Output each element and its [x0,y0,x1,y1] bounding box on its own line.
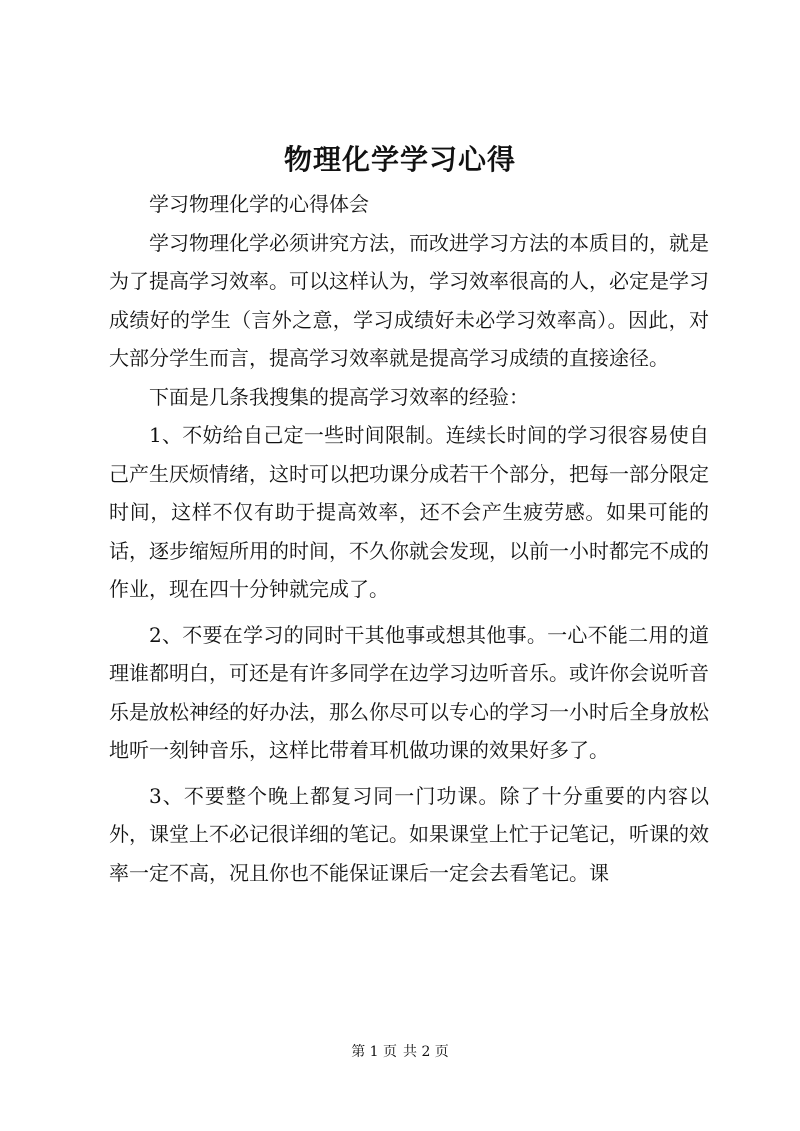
page-count: 共 2 页 [403,1044,449,1060]
paragraph-intro: 学习物理化学必须讲究方法，而改进学习方法的本质目的，就是为了提高学习效率。可以这样认为，学习效率很高的人，必定是学习成绩好的学生（言外之意，学习成绩好未必学习效率高）。因此，对大部分学生而言，提高学习效率就是提高学习成绩的直接途径。 [109,230,709,370]
document-title: 物理化学学习心得 [283,143,516,176]
page-footer [0,1042,800,1062]
paragraph-subtitle: 学习物理化学的心得体会 [149,192,369,216]
document-body [109,185,709,892]
paragraph-tip-1: 1、不妨给自己定一些时间限制。连续长时间的学习很容易使自己产生厌烦情绪，这时可以把功课分成若干个部分，把每一部分限定时间，这样不仅有助于提高效率，还不会产生疲劳感。如果可能的话，逐步缩短所用的时间，不久你就会发现，以前一小时都完不成的作业，现在四十分钟就完成了。 [109,423,709,601]
paragraph-lead: 下面是几条我搜集的提高学习效率的经验： [149,384,529,409]
paragraph-tip-2: 2、不要在学习的同时干其他事或想其他事。一心不能二用的道理谁都明白，可还是有许多同学在边学习边听音乐。或许你会说听音乐是放松神经的好办法，那么你尽可以专心的学习一小时后全身放松地听一刻钟音乐，这样比带着耳机做功课的效果好多了。 [109,622,709,762]
paragraph-tip-3: 3、不要整个晚上都复习同一门功课。除了十分重要的内容以外，课堂上不必记很详细的笔记。如果课堂上忙于记笔记，听课的效率一定不高，况且你也不能保证课后一定会去看笔记。课 [109,783,709,885]
page-number: 第 1 页 [351,1044,397,1060]
